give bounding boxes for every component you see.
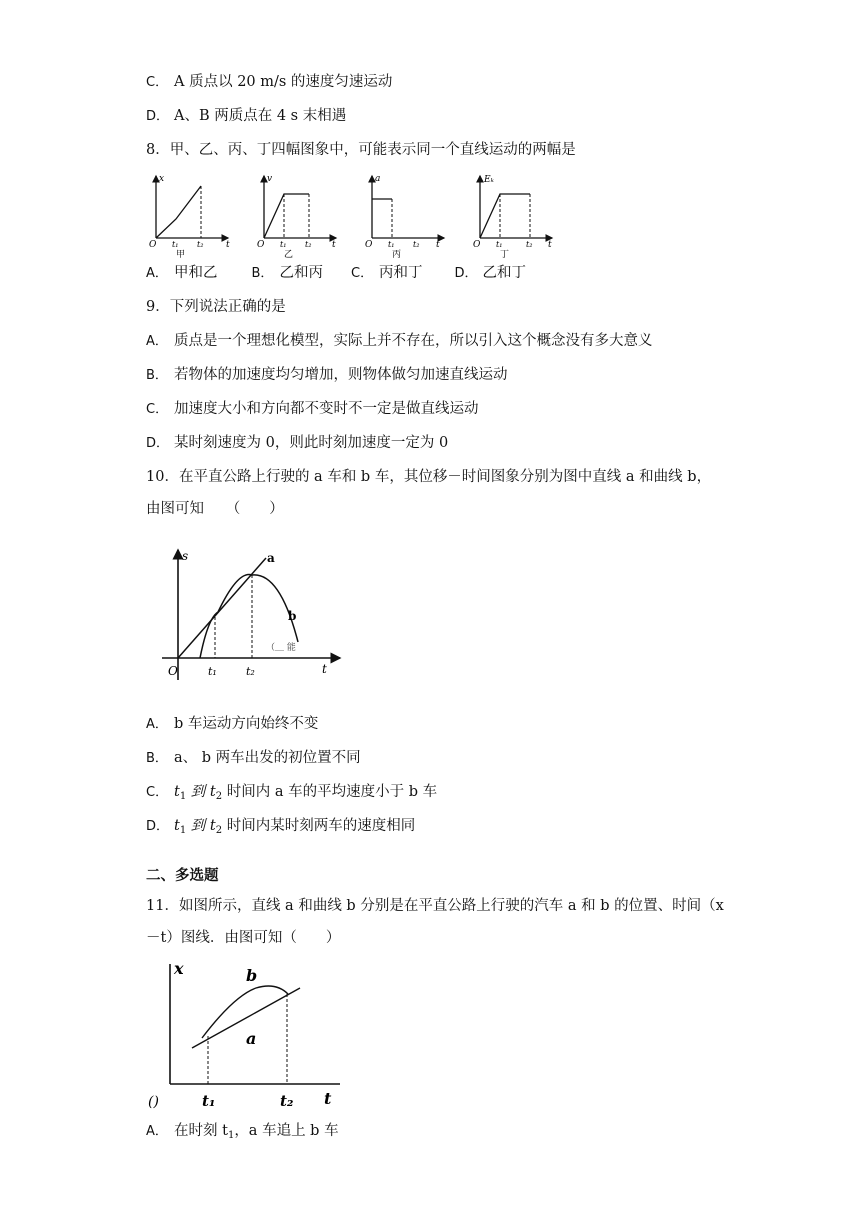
option-text: A、B 两质点在 4 s 末相遇 [174, 108, 347, 124]
x-label: t [324, 1089, 332, 1108]
q10-stem-line2: 由图可知 （ ） [146, 501, 284, 517]
t1-label: t₁ [202, 1092, 216, 1110]
t2-label: t₂ [280, 1092, 294, 1110]
subscript: 1 [179, 791, 187, 802]
t-symbol: 到 t [186, 818, 216, 834]
option-letter: A． [146, 334, 168, 349]
t-symbol: 到 t [186, 784, 216, 800]
t2-label: t₂ [305, 240, 312, 249]
q8-options [146, 263, 526, 284]
option-text: 加速度大小和方向都不变时不一定是做直线运动 [174, 401, 479, 417]
q10-stem-line1: 10．在平直公路上行驶的 a 车和 b 车，其位移－时间图象分别为图中直线 a 和曲线 b， [146, 469, 712, 485]
line-a [178, 558, 266, 658]
option-text: 丙和丁 [379, 265, 423, 281]
option-letter: A． [146, 266, 168, 281]
t2-label: t₂ [246, 665, 255, 678]
t1-label: t₁ [280, 240, 287, 249]
q10-option-c [146, 782, 437, 807]
t-label: t [436, 240, 440, 250]
t-symbol: t [174, 784, 180, 800]
subscript: 2 [215, 791, 223, 802]
graph-jia [149, 174, 230, 258]
q7-option-c [146, 72, 392, 93]
y-label: v [267, 174, 273, 184]
option-text: b 车运动方向始终不变 [174, 716, 319, 732]
y-label: a [375, 174, 381, 184]
option-letter: C． [146, 75, 169, 90]
graph-name: 甲 [176, 250, 186, 258]
t-label: t [332, 240, 336, 250]
option-letter: D． [146, 436, 170, 451]
option-text: 时间内 a 车的平均速度小于 b 车 [222, 784, 438, 800]
option-letter: D． [146, 819, 170, 834]
option-letter: B． [146, 751, 168, 766]
q9-stem: 9．下列说法正确的是 [146, 299, 286, 315]
option-text: 时间内某时刻两车的速度相同 [222, 818, 416, 834]
t1-label: t₁ [388, 240, 395, 249]
graph-name: 乙 [284, 250, 294, 258]
subscript: 1 [227, 1130, 235, 1141]
t1-label: t₁ [172, 240, 179, 249]
scan-artifact: （＿ 能 [266, 643, 296, 653]
graph-yi [257, 174, 336, 258]
label-a: a [246, 1029, 257, 1048]
option-text: 某时刻速度为 0，则此时刻加速度一定为 0 [174, 435, 449, 451]
q11-stem-line2: －t）图线．由图可知（ ） [146, 930, 341, 946]
option-text: 乙和丙 [279, 265, 323, 281]
q9-option-d [146, 433, 448, 454]
graph-name: 丙 [392, 250, 402, 258]
option-letter: C． [351, 266, 374, 281]
graph-name: 丁 [500, 250, 510, 258]
t-label: t [548, 240, 552, 250]
option-text: a、 b 两车出发的初位置不同 [174, 750, 361, 766]
option-letter: B． [146, 368, 168, 383]
option-text: 甲和乙 [174, 265, 218, 281]
q8-stem: 8．甲、乙、丙、丁四幅图象中，可能表示同一个直线运动的两幅是 [146, 142, 576, 158]
q11-option-a [146, 1121, 339, 1146]
q11-stem-line1: 11．如图所示，直线 a 和曲线 b 分别是在平直公路上行驶的汽车 a 和 b 的位置、时间（x [146, 898, 724, 914]
option-letter: B． [251, 266, 274, 281]
option-text: 乙和丁 [482, 265, 526, 281]
q10-figure [158, 542, 348, 682]
origin-label: () [148, 1094, 159, 1110]
option-letter: A． [146, 717, 168, 732]
label-b: b [246, 966, 258, 985]
q7-option-d [146, 106, 346, 127]
option-text: ，a 车追上 b 车 [234, 1123, 339, 1139]
graph-bing [365, 174, 444, 258]
t-label: t [226, 240, 230, 250]
q9-option-a [146, 331, 653, 352]
origin-label: O [473, 240, 481, 250]
option-text: A 质点以 20 m/s 的速度匀速运动 [174, 74, 393, 90]
t2-label: t₂ [197, 240, 204, 249]
option-letter: D． [146, 109, 170, 124]
y-label: s [182, 549, 189, 563]
t1-label: t₁ [208, 665, 217, 678]
y-label: Eₖ [484, 175, 494, 185]
t2-label: t₂ [526, 240, 533, 249]
subscript: 1 [179, 825, 187, 836]
q8-graphs [140, 168, 560, 258]
option-letter: C． [146, 402, 169, 417]
y-label: x [159, 174, 165, 184]
x-label: t [322, 662, 327, 676]
curve-b [202, 986, 288, 1038]
option-letter: D． [454, 266, 478, 281]
label-b: b [288, 609, 297, 623]
q11-figure [146, 956, 346, 1114]
q9-option-b [146, 365, 508, 386]
option-text: 若物体的加速度均匀增加，则物体做匀加速直线运动 [174, 367, 508, 383]
origin-label: O [149, 240, 157, 250]
subscript: 2 [215, 825, 223, 836]
option-text: 在时刻 t [174, 1123, 228, 1139]
origin-label: O [365, 240, 373, 250]
option-letter: A． [146, 1124, 168, 1139]
t-symbol: t [174, 818, 180, 834]
origin-label: O [257, 240, 265, 250]
section-heading: 二、多选题 [146, 867, 219, 884]
q10-option-a [146, 714, 318, 735]
t2-label: t₂ [413, 240, 420, 249]
option-text: 质点是一个理想化模型，实际上并不存在，所以引入这个概念没有多大意义 [174, 333, 653, 349]
t1-label: t₁ [496, 240, 503, 249]
origin-label: O [168, 664, 178, 678]
label-a: a [267, 551, 275, 565]
y-label: x [174, 959, 184, 978]
q9-option-c [146, 399, 479, 420]
q10-option-b [146, 748, 361, 769]
q10-option-d [146, 816, 415, 841]
graph-ding [473, 175, 552, 258]
option-letter: C． [146, 785, 169, 800]
